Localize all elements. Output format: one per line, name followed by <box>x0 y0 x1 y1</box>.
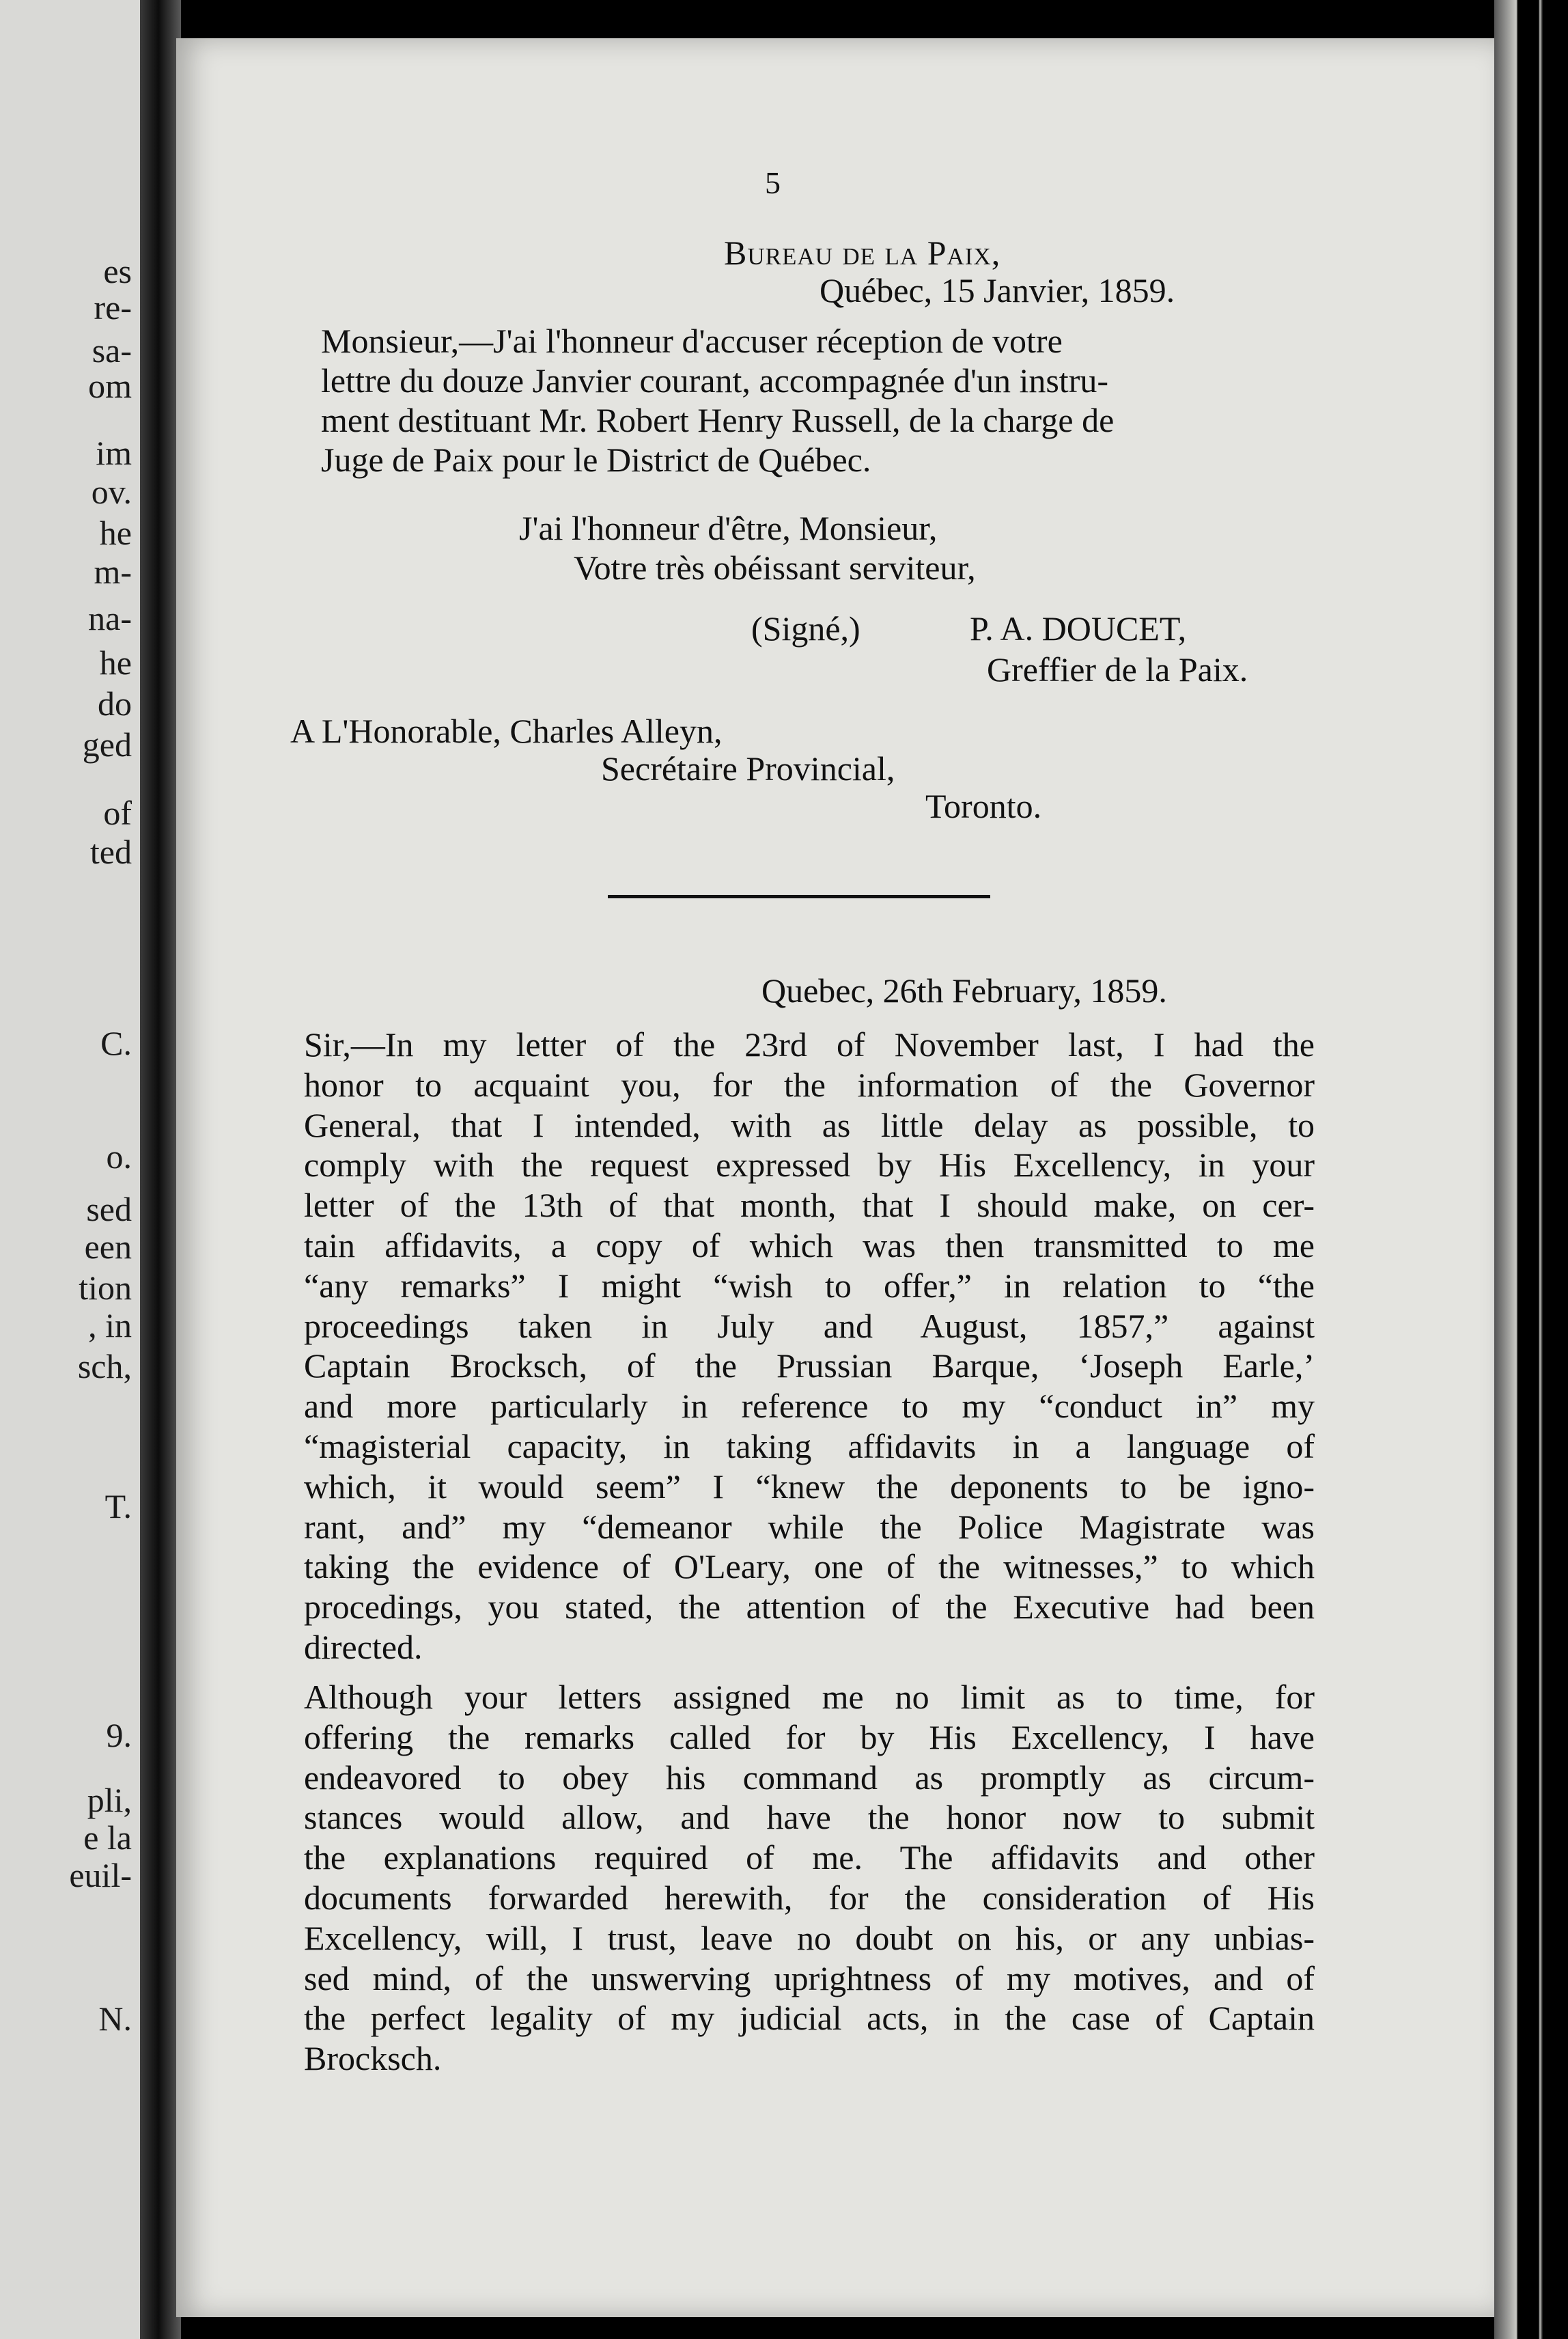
page-edge <box>1494 0 1568 2339</box>
facing-page-fragment: 9. <box>106 1716 132 1754</box>
letter2-body-line: endeavored to obey his command as promptly as circum- <box>304 1758 1315 1797</box>
letter2-body-line: directed. <box>304 1627 423 1666</box>
letter2-body-line: tain affidavits, a copy of which was then transmitted to me <box>304 1226 1315 1264</box>
letter2-body-line: taking the evidence of O'Leary, one of the witnesses,” to which <box>304 1547 1315 1586</box>
facing-page-fragment: ged <box>82 725 132 764</box>
letter2-body-line: Brocksch. <box>304 2039 442 2078</box>
letter1-body-line: ment destituant Mr. Robert Henry Russell, de la charge de <box>321 401 1115 439</box>
facing-page-fragment: o. <box>106 1137 132 1176</box>
facing-page-fragment: he <box>99 643 132 682</box>
letter2-body-line: rant, and” my “demeanor while the Police Magistrate was <box>304 1507 1315 1546</box>
letter1-body-line: Juge de Paix pour le District de Québec. <box>321 441 871 479</box>
facing-page-fragment: T. <box>104 1487 132 1525</box>
letter2-paragraph-1 <box>304 1025 1315 1667</box>
facing-page-fragment: he <box>99 514 132 552</box>
facing-page-fragment: euil- <box>69 1856 132 1894</box>
letter2-body-line: Sir,—In my letter of the 23rd of November last, I had the <box>304 1025 1315 1064</box>
facing-page-fragment: m- <box>94 553 132 591</box>
facing-page-fragment: N. <box>98 1999 132 2038</box>
page-number: 5 <box>765 165 781 200</box>
letter2-body-line: documents forwarded herewith, for the consideration of His <box>304 1878 1315 1917</box>
letter1-signer: P. A. DOUCET, <box>970 609 1187 648</box>
letter1-body-line: lettre du douze Janvier courant, accompagnée d'un instru- <box>321 361 1109 400</box>
letter2-body-line: proceedings taken in July and August, 1857,” against <box>304 1306 1315 1345</box>
facing-page-fragment: ted <box>89 833 132 871</box>
letter2-body-line: letter of the 13th of that month, that I should make, on cer- <box>304 1186 1315 1225</box>
letter1-signer-title: Greffier de la Paix. <box>987 650 1248 689</box>
letter1-place-date: Québec, 15 Janvier, 1859. <box>820 271 1175 309</box>
facing-page-fragment: om <box>88 367 132 405</box>
facing-page-fragment: sch, <box>77 1347 132 1385</box>
facing-page-fragment: pli, <box>87 1781 132 1819</box>
facing-page-fragment: sa- <box>92 331 132 370</box>
letter2-body-line: Excellency, will, I trust, leave no doubt on his, or any unbias- <box>304 1918 1315 1957</box>
letter1-office: Bureau de la Paix, <box>724 234 1001 272</box>
facing-page-fragment: im <box>96 434 132 472</box>
letter1-addressee: A L'Honorable, Charles Alleyn, <box>290 712 723 750</box>
letter1-signed-mark: (Signé,) <box>751 609 860 648</box>
facing-page-fragment: do <box>98 684 132 723</box>
letter2-body-line: “magisterial capacity, in taking affidavits in a language of <box>304 1426 1315 1465</box>
letter2-date: Quebec, 26th February, 1859. <box>761 971 1167 1010</box>
letter1-closing-1: J'ai l'honneur d'être, Monsieur, <box>519 509 938 547</box>
letter2-body-line: the explanations required of me. The affidavits and other <box>304 1838 1315 1877</box>
letter1-addressee-city: Toronto. <box>925 787 1042 825</box>
letter2-body-line: offering the remarks called for by His Excellency, I have <box>304 1717 1315 1756</box>
letter1-body-line: Monsieur,—J'ai l'honneur d'accuser réception de votre <box>321 322 1063 360</box>
facing-page-fragment: of <box>103 794 132 832</box>
facing-page-fragment: e la <box>83 1818 132 1857</box>
letter2-body-line: and more particularly in reference to my “conduct in” my <box>304 1387 1315 1426</box>
facing-page-fragment: een <box>84 1228 132 1266</box>
letter2-body-line: which, it would seem” I “knew the deponents to be igno- <box>304 1467 1315 1506</box>
facing-page-fragment: C. <box>100 1024 132 1062</box>
section-divider <box>608 895 990 898</box>
letter2-body-line: stances would allow, and have the honor now to submit <box>304 1798 1315 1837</box>
facing-page-fragment: es <box>103 252 132 290</box>
letter2-paragraph-2 <box>304 1677 1315 2079</box>
letter2-body-line: comply with the request expressed by His Excellency, in your <box>304 1146 1315 1185</box>
letter2-body-line: Captain Brocksch, of the Prussian Barque, ‘Joseph Earle,’ <box>304 1346 1315 1385</box>
letter2-body-line: General, that I intended, with as little delay as possible, to <box>304 1105 1315 1144</box>
letter2-body-line: the perfect legality of my judicial acts, in the case of Captain <box>304 1999 1315 2038</box>
letter1-closing-2: Votre très obéissant serviteur, <box>574 549 976 587</box>
letter2-body-line: sed mind, of the unswerving uprightness of my motives, and of <box>304 1959 1315 1997</box>
letter2-body-line: Although your letters assigned me no limit as to time, for <box>304 1678 1315 1716</box>
facing-page-fragment: na- <box>88 599 132 637</box>
letter2-body-line: “any remarks” I might “wish to offer,” in relation to “the <box>304 1266 1315 1305</box>
facing-page-fragment: sed <box>86 1190 132 1228</box>
book-spine-shadow <box>140 0 181 2339</box>
facing-page-strip <box>0 0 140 2339</box>
facing-page-fragment: , in <box>88 1306 132 1344</box>
letter2-body-line: procedings, you stated, the attention of the Executive had been <box>304 1588 1315 1627</box>
facing-page-fragment: tion <box>79 1269 132 1307</box>
facing-page-fragment: ov. <box>91 473 132 511</box>
letter1-addressee-title: Secrétaire Provincial, <box>601 749 895 788</box>
letter2-body-line: honor to acquaint you, for the information of the Governor <box>304 1065 1315 1104</box>
facing-page-fragment: re- <box>94 288 132 327</box>
letter1-body <box>321 321 1291 480</box>
